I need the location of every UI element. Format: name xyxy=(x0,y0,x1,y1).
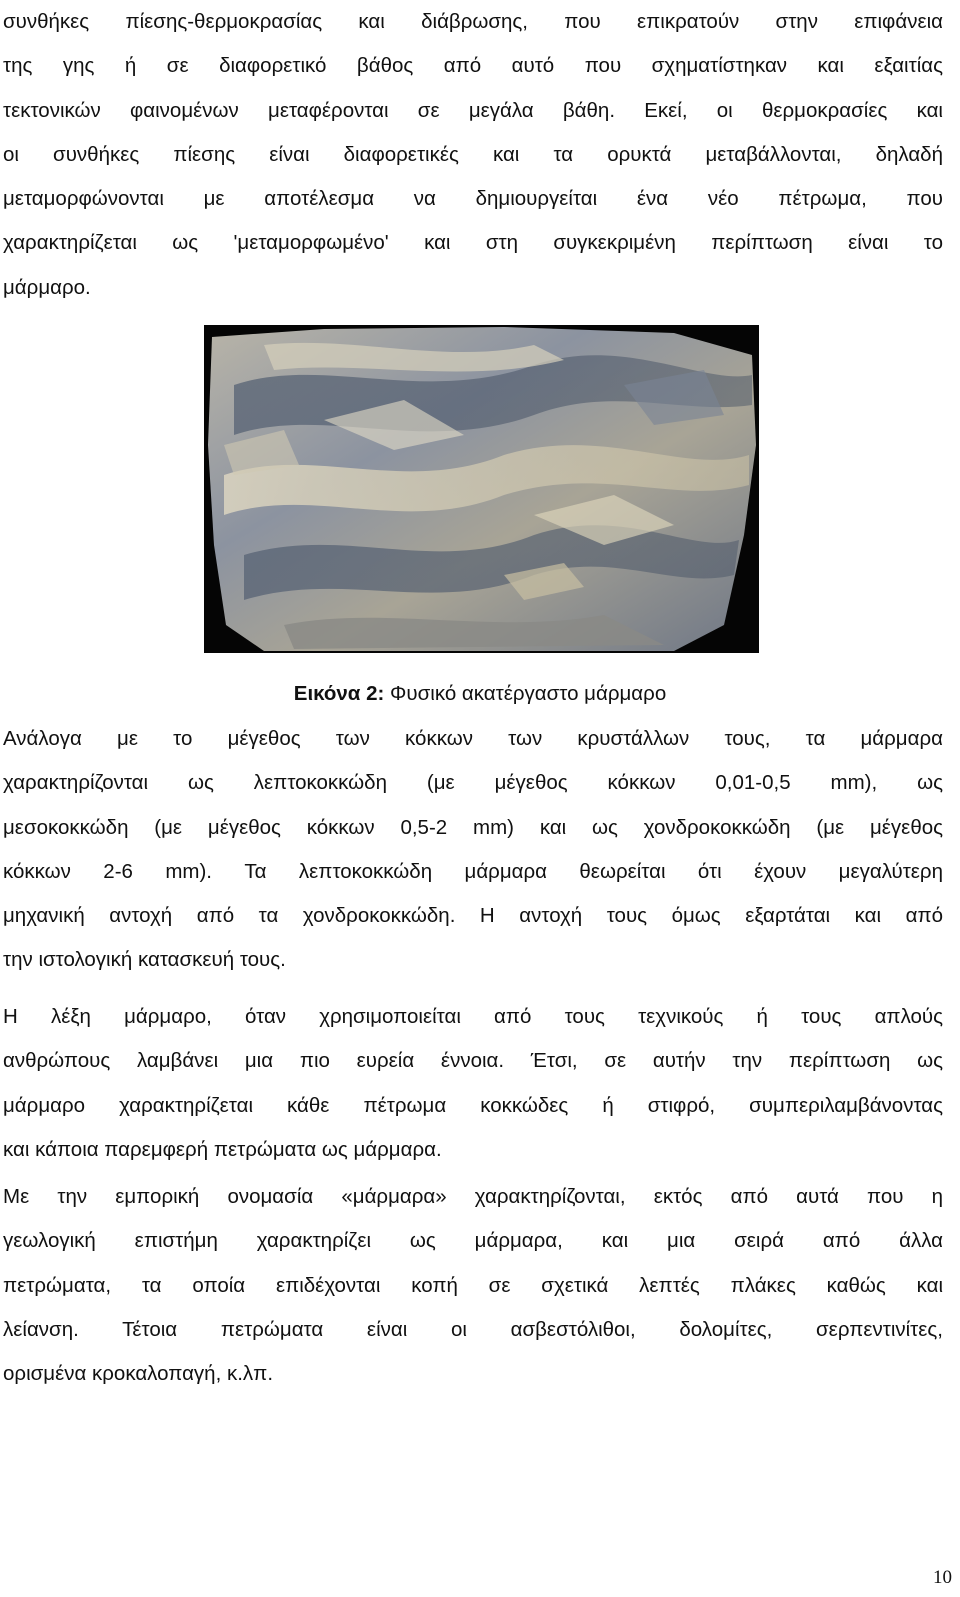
text-line: μηχανική αντοχή από τα χονδροκοκκώδη. Η αντοχή τους όμως εξαρτάται και από xyxy=(3,904,943,928)
paragraph-commercial-name xyxy=(3,1175,943,1396)
text-line: λείανση. Τέτοια πετρώματα είναι οι ασβεστόλιθοι, δολομίτες, σερπεντινίτες, xyxy=(3,1317,943,1341)
paragraph-grain-size xyxy=(3,717,943,983)
text-line: οι συνθήκες πίεσης είναι διαφορετικές και τα ορυκτά μεταβάλλονται, δηλαδή xyxy=(3,142,943,166)
text-line: της γης ή σε διαφορετικό βάθος από αυτό που σχηματίστηκαν και εξαιτίας xyxy=(3,54,943,78)
text-line: Η λέξη μάρμαρο, όταν χρησιμοποιείται από τους τεχνικούς ή τους απλούς xyxy=(3,1005,943,1028)
text-line: την ιστολογική κατασκευή τους. xyxy=(3,948,286,972)
text-line: μάρμαρο χαρακτηρίζεται κάθε πέτρωμα κοκκώδες ή στιφρό, συμπεριλαμβάνοντας xyxy=(3,1093,943,1117)
text-line: τεκτονικών φαινομένων μεταφέρονται σε μεγάλα βάθη. Εκεί, οι θερμοκρασίες και xyxy=(3,98,943,122)
text-line: Με την εμπορική ονομασία «μάρμαρα» χαρακτηρίζονται, εκτός από αυτά που η xyxy=(3,1185,943,1208)
figure-caption xyxy=(0,678,960,710)
text-line: μεσοκοκκώδη (με μέγεθος κόκκων 0,5-2 mm) και ως χονδροκοκκώδη (με μέγεθος xyxy=(3,815,943,839)
paragraph-word-meaning xyxy=(3,995,943,1172)
page-number: 10 xyxy=(933,1567,952,1588)
text-line: και κάποια παρεμφερή πετρώματα ως μάρμαρα. xyxy=(3,1137,442,1161)
text-line: συνθήκες πίεσης-θερμοκρασίας και διάβρωσης, που επικρατούν στην επιφάνεια xyxy=(3,10,943,33)
text-line: ορισμένα κροκαλοπαγή, κ.λπ. xyxy=(3,1362,274,1386)
text-line: Ανάλογα με το μέγεθος των κόκκων των κρυστάλλων τους, τα μάρμαρα xyxy=(3,727,943,750)
marble-rock-image xyxy=(204,325,759,653)
figure-caption-text: Φυσικό ακατέργαστο μάρμαρο xyxy=(384,682,667,705)
text-line: χαρακτηρίζεται ως 'μεταμορφωμένο' και στη συγκεκριμένη περίπτωση είναι το xyxy=(3,231,943,255)
figure-label: Εικόνα 2: xyxy=(293,682,385,705)
marble-rock-photo xyxy=(204,325,759,653)
text-line: γεωλογική επιστήμη χαρακτηρίζει ως μάρμαρα, και μια σειρά από άλλα xyxy=(3,1229,943,1253)
text-line: μάρμαρο. xyxy=(3,275,91,299)
text-line: μεταμορφώνονται με αποτέλεσμα να δημιουργείται ένα νέο πέτρωμα, που xyxy=(3,187,943,211)
text-line: κόκκων 2-6 mm). Τα λεπτοκοκκώδη μάρμαρα θεωρείται ότι έχουν μεγαλύτερη xyxy=(3,859,943,883)
text-line: χαρακτηρίζονται ως λεπτοκοκκώδη (με μέγεθος κόκκων 0,01-0,5 mm), ως xyxy=(3,771,943,795)
text-line: ανθρώπους λαμβάνει μια πιο ευρεία έννοια. Έτσι, σε αυτήν την περίπτωση ως xyxy=(3,1049,943,1073)
paragraph-metamorphism xyxy=(3,0,943,310)
text-line: πετρώματα, τα οποία επιδέχονται κοπή σε σχετικά λεπτές πλάκες καθώς και xyxy=(3,1273,943,1297)
